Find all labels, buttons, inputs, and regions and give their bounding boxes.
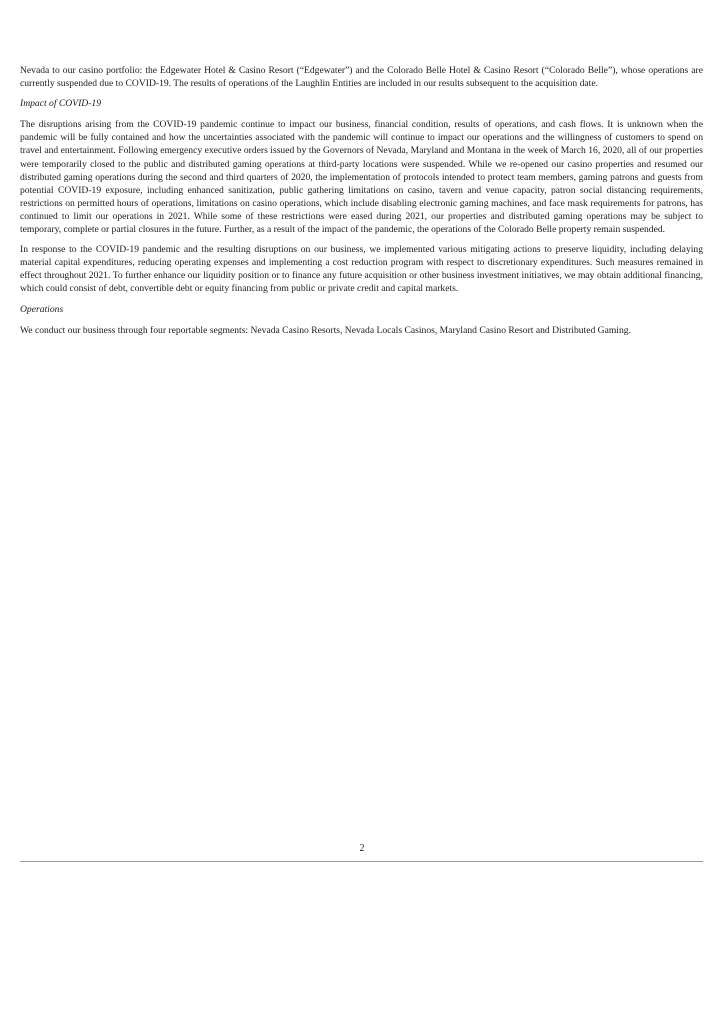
- document-body: [20, 64, 703, 337]
- paragraph-intro: Nevada to our casino portfolio: the Edgewater Hotel & Casino Resort (“Edgewater”) and the Colorado Belle Hotel & Casino Resort (“Colorado Belle”), whose operations are currently suspended due to COVID-19. The results of operations of the Laughlin Entities are included in our results subsequent to the acquisition date.: [20, 65, 703, 90]
- paragraph-operations: We conduct our business through four reportable segments: Nevada Casino Resorts, Nevada Locals Casinos, Maryland Casino Resort and Distributed Gaming.: [20, 324, 631, 336]
- page-number: 2: [359, 843, 365, 854]
- paragraph-covid-mitigation: In response to the COVID-19 pandemic and the resulting disruptions on our business, we implemented various mitigating actions to preserve liquidity, including delaying material capital expenditures, reducing operating expenses and implementing a cost reduction program with respect to discretionary expenditures. Such measures remained in effect throughout 2021. To further enhance our liquidity position or to finance any future acquisition or other business investment initiatives, we may obtain additional financing, which could consist of debt, convertible debt or equity financing from public or private credit and capital markets.: [20, 244, 703, 295]
- footer-divider: [20, 861, 703, 862]
- heading-impact-of-covid: Impact of COVID-19: [20, 98, 101, 110]
- paragraph-covid-disruptions: The disruptions arising from the COVID-19 pandemic continue to impact our business, financial condition, results of operations, and cash flows. It is unknown when the pandemic will be fully contained and how the uncertainties associated with the pandemic will continue to impact our operations and the willingness of customers to spend on travel and entertainment. Following emergency executive orders issued by the Governors of Nevada, Maryland and Montana in the week of March 16, 2020, all of our properties were temporarily closed to the public and distributed gaming operations at third-party locations were suspended. While we re-opened our casino properties and resumed our distributed gaming operations during the second and third quarters of 2020, the implementation of protocols intended to protect team members, gaming patrons and guests from potential COVID-19 exposure, including enhanced sanitization, public gathering limitations on casino, tavern and venue capacity, patron social distancing requirements, restrictions on permitted hours of operations, limitations on casino operations, which include disabling electronic gaming machines, and face mask requirements for patrons, has continued to limit our operations in 2021. While some of these restrictions were eased during 2021, our properties and distributed gaming operations may be subject to temporary, complete or partial closures in the future. Further, as a result of the impact of the pandemic, the operations of the Colorado Belle property remain suspended.: [20, 119, 703, 236]
- heading-operations: Operations: [20, 303, 64, 315]
